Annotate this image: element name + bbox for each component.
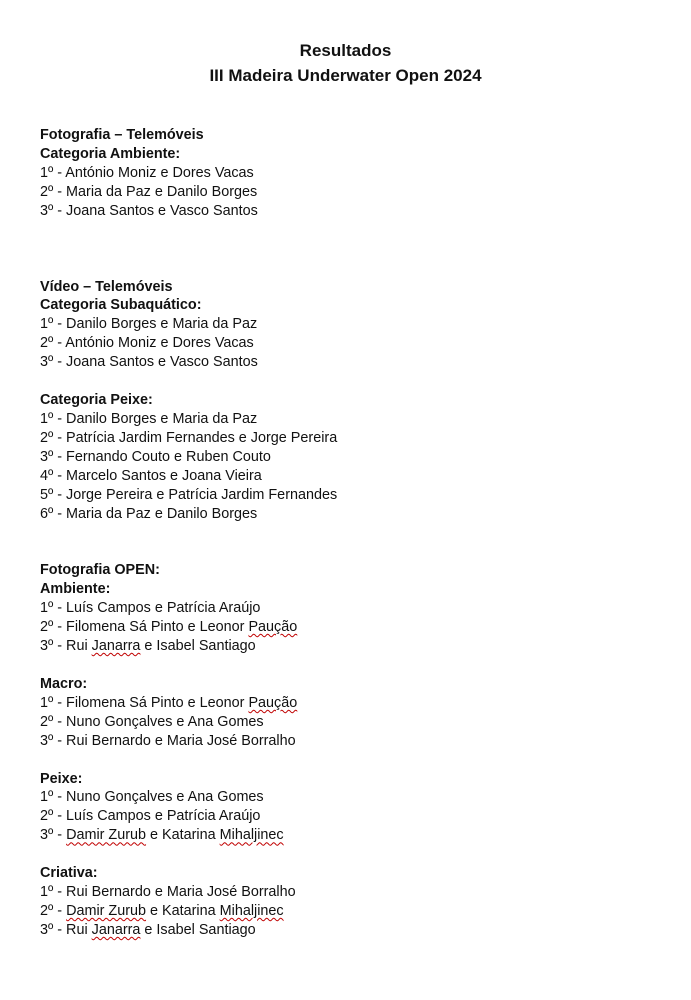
category-heading-criativa: Criativa: xyxy=(40,865,98,882)
result-text: e Katarina xyxy=(146,827,220,844)
result-line: 2º - Maria da Paz e Danilo Borges xyxy=(40,183,258,200)
result-text: 3º - Rui xyxy=(40,638,92,655)
category-heading-subaquatico: Categoria Subaquático: xyxy=(40,297,202,314)
result-text: e Isabel Santiago xyxy=(140,638,256,655)
document-title xyxy=(0,38,691,88)
section-heading-fotografia-telemoveis: Fotografia – Telemóveis xyxy=(40,127,204,143)
result-line: 3º - Joana Santos e Vasco Santos xyxy=(40,202,258,219)
result-text: 3º - Rui xyxy=(40,921,92,938)
category-heading-peixe-open: Peixe: xyxy=(40,770,83,787)
spellcheck-flagged-word: Damir Zurub xyxy=(66,903,147,919)
spellcheck-flagged-word: Janarra xyxy=(91,921,141,938)
result-line: 6º - Maria da Paz e Danilo Borges xyxy=(40,505,258,522)
spellcheck-flagged-word: Paução xyxy=(248,694,298,711)
result-line: 3º - Rui Bernardo e Maria José Borralho xyxy=(40,732,296,749)
category-heading-peixe: Categoria Peixe: xyxy=(40,392,153,409)
result-line xyxy=(40,826,660,845)
result-line xyxy=(40,694,660,713)
result-line xyxy=(40,637,660,656)
spellcheck-flagged-word: Janarra xyxy=(91,638,141,655)
result-line: 1º - Danilo Borges e Maria da Paz xyxy=(40,410,258,427)
result-line: 3º - Fernando Couto e Ruben Couto xyxy=(40,448,271,465)
section-heading-fotografia-open: Fotografia OPEN: xyxy=(40,562,160,579)
spellcheck-flagged-word: Paução xyxy=(248,619,298,636)
result-line: 5º - Jorge Pereira e Patrícia Jardim Fernandes xyxy=(40,486,338,503)
result-line: 2º - António Moniz e Dores Vacas xyxy=(40,335,254,352)
title-line-2: III Madeira Underwater Open 2024 xyxy=(209,66,482,85)
result-text: 3º - xyxy=(40,827,67,844)
result-text: e Katarina xyxy=(146,903,220,919)
result-text: 2º - xyxy=(40,903,67,919)
result-line xyxy=(40,618,660,637)
category-heading-ambiente-open: Ambiente: xyxy=(40,581,111,598)
result-line: 4º - Marcelo Santos e Joana Vieira xyxy=(40,467,262,484)
result-line: 1º - Nuno Gonçalves e Ana Gomes xyxy=(40,789,264,806)
category-heading-macro: Macro: xyxy=(40,675,88,692)
result-line xyxy=(40,921,660,940)
result-line: 1º - Luís Campos e Patrícia Araújo xyxy=(40,600,261,617)
spellcheck-flagged-word: Mihaljinec xyxy=(219,827,284,844)
result-line xyxy=(40,902,660,921)
spellcheck-flagged-word: Mihaljinec xyxy=(219,903,284,919)
result-line: 2º - Luís Campos e Patrícia Araújo xyxy=(40,808,261,825)
result-line: 2º - Nuno Gonçalves e Ana Gomes xyxy=(40,713,264,730)
spellcheck-flagged-word: Damir Zurub xyxy=(66,827,147,844)
result-text: 1º - Filomena Sá Pinto e Leonor xyxy=(40,694,249,711)
result-line: 2º - Patrícia Jardim Fernandes e Jorge Pereira xyxy=(40,429,338,446)
title-line-1: Resultados xyxy=(299,41,392,60)
result-line: 1º - Danilo Borges e Maria da Paz xyxy=(40,316,258,333)
section-heading-video-telemoveis: Vídeo – Telemóveis xyxy=(40,278,173,295)
result-text: 2º - Filomena Sá Pinto e Leonor xyxy=(40,619,249,636)
result-line: 1º - António Moniz e Dores Vacas xyxy=(40,164,254,181)
document-body xyxy=(40,126,660,940)
category-heading-ambiente: Categoria Ambiente: xyxy=(40,145,181,162)
result-line: 1º - Rui Bernardo e Maria José Borralho xyxy=(40,884,296,901)
result-line: 3º - Joana Santos e Vasco Santos xyxy=(40,354,258,371)
result-text: e Isabel Santiago xyxy=(140,921,256,938)
